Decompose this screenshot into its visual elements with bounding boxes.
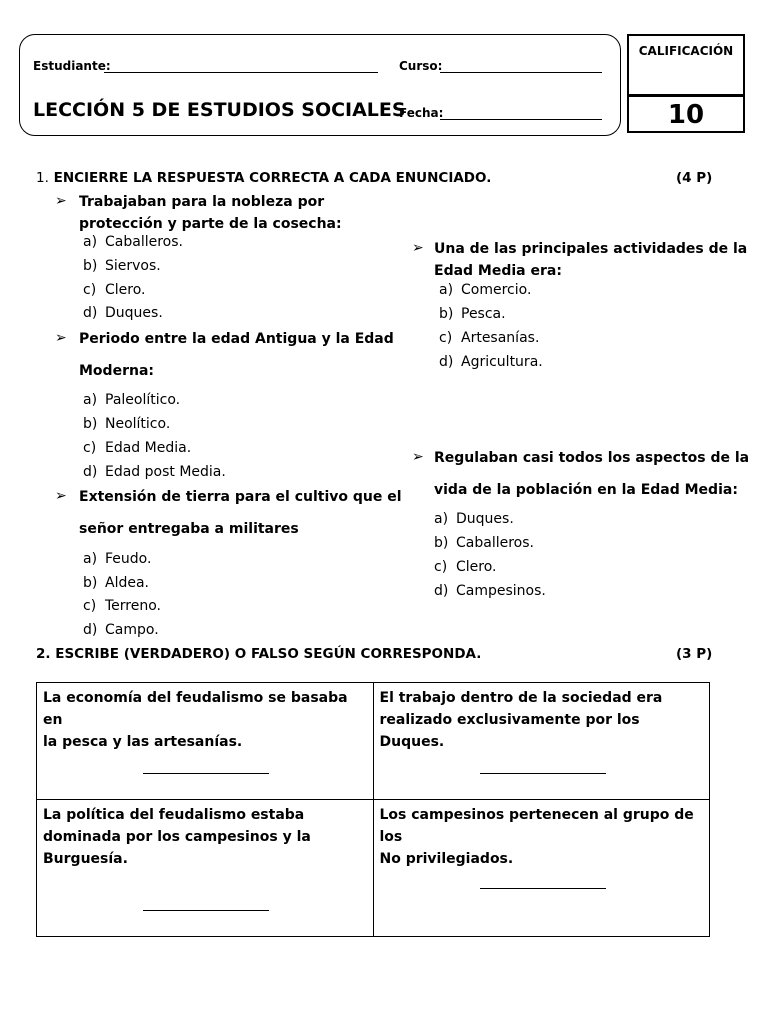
arrow-bullet-icon: ➢ xyxy=(412,240,424,256)
q5-option-d[interactable]: d) Campesinos. xyxy=(434,583,546,599)
section1-points: (4 P) xyxy=(676,170,713,186)
question-4: Una de las principales actividades de la Edad Media era: xyxy=(434,241,748,279)
question-1: Trabajaban para la nobleza por protección y parte de la cosecha: xyxy=(79,194,342,232)
student-label: Estudiante: xyxy=(33,59,111,73)
q3-option-d[interactable]: d) Campo. xyxy=(83,622,159,638)
date-label: Fecha: xyxy=(399,106,444,120)
tf-cell-3: La política del feudalismo estaba dominada por los campesinos y la Burguesía. xyxy=(37,800,374,937)
tf-cell-4: Los campesinos pertenecen al grupo de los No privilegiados. xyxy=(373,800,710,937)
q3-option-a[interactable]: a) Feudo. xyxy=(83,551,152,567)
answer-blank-1[interactable] xyxy=(143,773,269,774)
q4-option-b[interactable]: b) Pesca. xyxy=(439,306,506,322)
q3-option-c[interactable]: c) Terreno. xyxy=(83,598,161,614)
question-2-line2: Moderna: xyxy=(79,363,154,379)
section1-number: 1. xyxy=(36,170,49,186)
question-5-line1: Regulaban casi todos los aspectos de la xyxy=(434,450,750,466)
course-line[interactable] xyxy=(440,72,602,73)
answer-blank-4[interactable] xyxy=(480,888,606,889)
q1-option-a[interactable]: a) Caballeros. xyxy=(83,234,183,250)
grade-label-box xyxy=(627,34,745,96)
q2-option-c[interactable]: c) Edad Media. xyxy=(83,440,192,456)
section1-title: ENCIERRE LA RESPUESTA CORRECTA A CADA ENUNCIADO. xyxy=(53,170,492,186)
q5-option-c[interactable]: c) Clero. xyxy=(434,559,497,575)
student-name-line[interactable] xyxy=(104,72,378,73)
q1-option-d[interactable]: d) Duques. xyxy=(83,305,163,321)
section1-heading xyxy=(36,170,491,186)
q2-option-b[interactable]: b) Neolítico. xyxy=(83,416,171,432)
q1-option-b[interactable]: b) Siervos. xyxy=(83,258,161,274)
q4-option-c[interactable]: c) Artesanías. xyxy=(439,330,540,346)
arrow-bullet-icon: ➢ xyxy=(55,193,67,209)
tf-cell-1: La economía del feudalismo se basaba en la pesca y las artesanías. xyxy=(37,683,374,800)
table-row xyxy=(37,683,710,800)
q2-option-a[interactable]: a) Paleolítico. xyxy=(83,392,181,408)
q4-option-a[interactable]: a) Comercio. xyxy=(439,282,532,298)
q5-option-b[interactable]: b) Caballeros. xyxy=(434,535,534,551)
section2-points: (3 P) xyxy=(676,646,713,662)
table-row xyxy=(37,800,710,937)
arrow-bullet-icon: ➢ xyxy=(55,330,67,346)
section2-title: 2. ESCRIBE (VERDADERO) O FALSO SEGÚN CORRESPONDA. xyxy=(36,646,482,662)
date-line[interactable] xyxy=(440,119,602,120)
arrow-bullet-icon: ➢ xyxy=(55,488,67,504)
answer-blank-3[interactable] xyxy=(143,910,269,911)
question-3-line1: Extensión de tierra para el cultivo que el xyxy=(79,489,402,505)
question-5-line2: vida de la población en la Edad Media: xyxy=(434,482,738,498)
q1-option-c[interactable]: c) Clero. xyxy=(83,282,146,298)
tf-cell-2: El trabajo dentro de la sociedad era realizado exclusivamente por los Duques. xyxy=(373,683,710,800)
grade-label: CALIFICACIÓN xyxy=(638,44,734,58)
course-label: Curso: xyxy=(399,59,443,73)
true-false-table xyxy=(36,682,710,937)
q3-option-b[interactable]: b) Aldea. xyxy=(83,575,149,591)
arrow-bullet-icon: ➢ xyxy=(412,449,424,465)
grade-value-box xyxy=(627,95,745,133)
grade-value: 10 xyxy=(667,100,705,130)
question-3-line2: señor entregaba a militares xyxy=(79,521,299,537)
answer-blank-2[interactable] xyxy=(480,773,606,774)
question-2-line1: Periodo entre la edad Antigua y la Edad xyxy=(79,331,394,347)
q2-option-d[interactable]: d) Edad post Media. xyxy=(83,464,226,480)
q5-option-a[interactable]: a) Duques. xyxy=(434,511,514,527)
q4-option-d[interactable]: d) Agricultura. xyxy=(439,354,543,370)
page-title: LECCIÓN 5 DE ESTUDIOS SOCIALES xyxy=(33,99,406,121)
